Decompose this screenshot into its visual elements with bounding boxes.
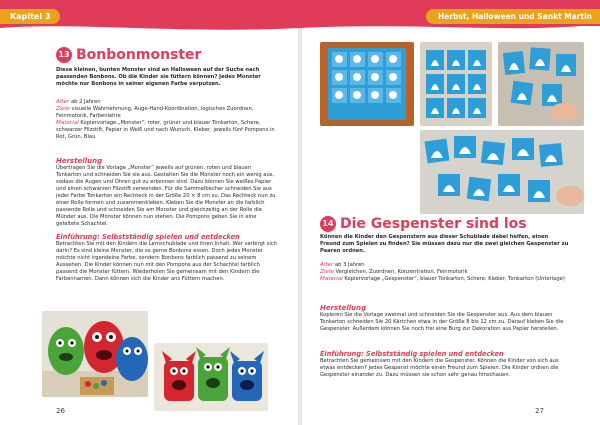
ziele-label-2: Ziele <box>320 269 334 275</box>
right-title-row <box>320 213 570 232</box>
ghost-image-3 <box>498 42 584 126</box>
ziele-text: visuelle Wahrnehmung, Auge-Hand-Koordination, logisches Zuordnen, Feinmotorik, Farbenlehre <box>56 106 254 119</box>
ghost-photo-2 <box>420 42 492 126</box>
einfuehrung-text-2: Betrachten Sie gemeinsam mit den Kindern die Gespenster. Können die Kinder von sich aus etwas entdecken? Jedes Gespenst möchte einen Freund zum Spielen. Die Kinder ordnen die Gespenster einander zu. Dazu müssen sie schon sehr genau hinschauen. <box>320 358 559 378</box>
herstellung-heading: Herstellung <box>56 157 103 165</box>
material-label: Material <box>56 120 79 126</box>
material-text: Kopiervorlage „Monster“, roter, grüner und blauer Tonkarton, Schere, schwarzer Filzstift, Papier in Weiß und nach Wunsch, Kleber, jeweils fünf Pompons in Rot, Grün, Blau <box>56 120 275 140</box>
child-hand <box>550 103 578 121</box>
left-herstellung <box>56 153 278 228</box>
activity-title-2: Die Gespenster sind los <box>340 215 527 232</box>
page-number-right: 27 <box>535 407 544 415</box>
monster-image-2 <box>154 343 268 411</box>
left-intro: Diese kleinen, bunten Monster sind an Halloween auf der Suche nach passenden Bonbons. Ob die Kinder sie füttern können? Jedes Monster möchte nur Bonbons in seiner eigenen Farbe verputzen. <box>56 67 261 87</box>
activity-title: Bonbonmonster <box>76 46 202 63</box>
material-text-2: Kopiervorlage „Gespenster“, blauer Tonkarton, Schere, Kleber, Tonkarton (Unterlage) <box>344 276 565 282</box>
activity-number: 13 <box>56 47 72 63</box>
ghost-image-2 <box>420 42 492 126</box>
ziele-text-2: Vergleichen, Zuordnen, Konzentration, Feinmotorik <box>335 269 468 275</box>
blue-monster <box>116 337 148 381</box>
right-einfuehrung <box>320 346 570 379</box>
right-intro: Können die Kinder den Gespenstern aus dieser Schublade dabei helfen, einen Freund zum Spielen zu finden? Sie müssen dazu nur die zwei gleichen Gespenster zu Paaren ordnen. <box>320 234 569 254</box>
page-number-left: 26 <box>56 407 65 415</box>
ziele-label: Ziele <box>56 106 70 112</box>
right-meta <box>320 262 570 283</box>
green-monster <box>48 327 84 375</box>
einfuehrung-heading-2: Einführung: Selbstständig spielen und entdecken <box>320 350 504 358</box>
ghost-image-4 <box>420 130 584 214</box>
ghost-photo-1 <box>320 42 414 126</box>
monster-photo-2 <box>154 343 268 411</box>
herstellung-heading-2: Herstellung <box>320 304 367 312</box>
alter-label-2: Alter <box>320 262 334 268</box>
alter-label: Alter <box>56 99 70 105</box>
herstellung-text: Übertragen Sie die Vorlage „Monster“ jeweils auf grünen, roten und blauen Tonkarton und schneiden Sie sie aus. Gestalten Sie die Monster noch ein wenig aus, sodass die Augen und Ohren gut zu erkennen sind. Dazu können Sie weißes Papier und einen schwarzen Filzstift verwenden. Für die Sammelbecher schneiden Sie aus jeder Farbe Tonkarton ein Rechteck in der Größe 20 × 8 cm zu. Das Rechteck nun zu einer Rolle formen und zusammenkleben. Kleben Sie die Monster an die farblich passende Rolle und schneiden Sie am Monster und gleichzeitig an der Rolle die Münder aus. Die Monster können nun stehen. Die Pompons geben Sie in eine gefaltete Schachtel. <box>56 165 276 227</box>
left-meta <box>56 99 278 141</box>
book-gutter <box>298 0 302 425</box>
child-hand-2 <box>556 186 584 206</box>
right-herstellung <box>320 300 570 333</box>
monster-photo-1 <box>42 311 148 397</box>
einfuehrung-heading: Einführung: Selbstständig spielen und entdecken <box>56 233 240 241</box>
alter-text: ab 2 Jahren <box>70 99 101 105</box>
ghost-image-1 <box>320 42 414 126</box>
activity-number-2: 14 <box>320 216 336 232</box>
monster-image-1 <box>42 311 148 397</box>
left-title-row <box>56 44 276 63</box>
chapter-tab: Kapitel 3 <box>0 9 60 24</box>
material-label-2: Material <box>320 276 343 282</box>
alter-text-2: ab 3 Jahren <box>334 262 365 268</box>
herstellung-text-2: Kopieren Sie die Vorlage zweimal und schneiden Sie die Gespenster aus. Aus dem blauen Tonkarton schneiden Sie 20 Kärtchen etwa in der Größe 8 bis 12 cm zu. Darauf kleben Sie die Gespenster. Außerdem können Sie noch frei eine Burg zur Dekoration aus Papier herstellen. <box>320 312 564 332</box>
einfuehrung-text: Betrachten Sie mit den Kindern die Lernschublade und ihren Inhalt. Wer verbirgt sich darin? Es sind kleine Monster, die so gerne Bonbons essen. Doch jedes Monster möchte nicht irgendeine Farbe, sondern Bonbons farblich passend zu seinem Aussehen. Die Kinder können nun mit den Pompons aus der Schachtel farblich passend die Monster füttern. Wiederholen Sie gemeinsam mit den Kindern die Farbennamen. Dann können sich die Kinder ans Füttern machen. <box>56 241 277 282</box>
section-tab: Herbst, Halloween und Sankt Martin <box>426 9 600 24</box>
ghost-photo-3 <box>498 42 584 126</box>
pompon-box <box>80 377 114 395</box>
left-einfuehrung <box>56 229 278 283</box>
ghost-photo-4 <box>420 130 584 214</box>
